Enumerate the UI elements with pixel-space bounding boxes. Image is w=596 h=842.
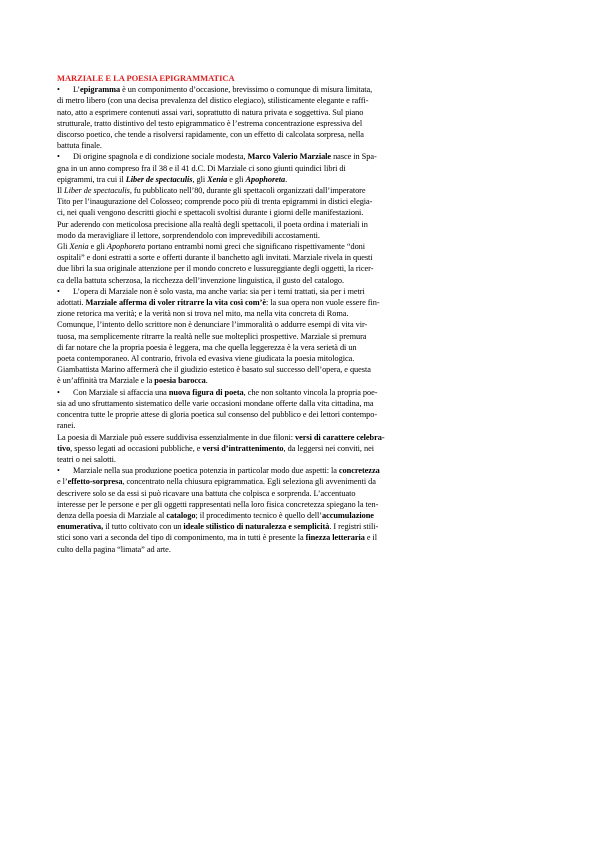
text-line xyxy=(57,118,543,129)
emphasis-text: Liber de spectaculis xyxy=(64,186,130,196)
text-segment: . I registri stili- xyxy=(329,522,379,532)
text-segment: portano entrambi nomi greci che significano rispettivamente “doni xyxy=(145,242,366,252)
document-body xyxy=(57,84,543,555)
emphasis-text: effetto-sorpresa xyxy=(67,477,123,487)
text-segment: culto della pagina “limata” ad arte. xyxy=(57,544,171,554)
text-segment: denza della poesia di Marziale al xyxy=(57,510,167,520)
bullet-icon: • xyxy=(57,152,60,162)
emphasis-text: Apophoreta xyxy=(245,174,286,184)
text-segment: nato, atto a esprimere contenuti assai vari, soprattutto di natura privata e soggettiva. Sul piano xyxy=(57,107,364,117)
text-segment: tuosa, ma semplicemente ritrarre la realtà nelle sue molteplici prospettive. Marziale si premura xyxy=(57,331,367,341)
text-segment: e il xyxy=(364,533,378,543)
text-segment: discorso poetico, che tende a risolversi rapidamente, con un effetto di calcolata sorpresa, nella xyxy=(57,130,364,140)
text-segment: ; il procedimento tecnico è quello dell’ xyxy=(195,510,322,520)
text-line xyxy=(57,286,543,297)
bullet-icon: • xyxy=(57,387,60,397)
text-segment: , che non soltanto vincola la propria poe- xyxy=(243,387,378,397)
text-segment: gna in un anno compreso fra il 38 e il 41 d.C. Di Marziale ci sono giunti quindici libri di xyxy=(57,163,346,173)
text-line xyxy=(57,163,543,174)
text-line xyxy=(57,409,543,420)
text-segment: modo da meravigliare il lettore, sorprendendolo con imprevedibili accostamenti. xyxy=(57,230,320,240)
text-segment: zione retorica ma verità; e la verità non si trova nel mito, ma nella vita concreta di Roma. xyxy=(57,309,349,319)
text-line xyxy=(57,443,543,454)
text-segment: di far notare che la propria poesia è leggera, ma che quella leggerezza è la vera serietà di un xyxy=(57,342,357,352)
emphasis-text: Liber de spectaculis xyxy=(125,174,193,184)
text-segment: Tito per l’inaugurazione del Colosseo; comprende poco più di trenta epigrammi in distici elegia- xyxy=(57,197,373,207)
emphasis-text: catalogo xyxy=(166,510,196,520)
text-segment: interesse per le persone e per gli oggetti rappresentati nella loro fisica concretezza spiegano la ten- xyxy=(57,499,379,509)
text-line xyxy=(57,432,543,443)
text-segment: Di origine spagnola e di condizione sociale modesta, xyxy=(73,152,248,162)
text-line xyxy=(57,454,543,465)
emphasis-text: epigramma xyxy=(79,85,121,95)
text-line xyxy=(57,331,543,342)
text-segment: ca della battuta scherzosa, la ricchezza dell’invenzione linguistica, il gusto del catalogo. xyxy=(57,275,345,285)
text-segment: nasce in Spa- xyxy=(331,152,377,162)
text-segment: Comunque, l’intento dello scrittore non è denunciare l’immoralità o addurre esempi di vita vir- xyxy=(57,320,368,330)
text-line xyxy=(57,319,543,330)
text-line xyxy=(57,230,543,241)
text-line xyxy=(57,252,543,263)
text-line xyxy=(57,510,543,521)
text-line xyxy=(57,275,543,286)
text-line xyxy=(57,219,543,230)
text-segment: La poesia di Marziale può essere suddivisa essenzialmente in due filoni: xyxy=(57,432,296,442)
emphasis-text: ideale stilistico di naturalezza e semplicità xyxy=(183,522,330,532)
text-segment: adottati. xyxy=(57,298,86,308)
text-segment: e gli xyxy=(227,174,246,184)
text-line xyxy=(57,263,543,274)
text-segment: battuta finale. xyxy=(57,141,102,151)
text-segment: Gli xyxy=(57,242,70,252)
text-segment: di metro libero (con una decisa prevalenza del distico elegiaco), stilisticamente elegante e raffi- xyxy=(57,96,369,106)
text-line xyxy=(57,465,543,476)
text-segment: è un’affinità tra Marziale e la xyxy=(57,376,155,386)
text-segment: L’ xyxy=(73,85,80,95)
text-line xyxy=(57,488,543,499)
text-segment: . xyxy=(285,174,288,184)
bullet-icon: • xyxy=(57,85,60,95)
emphasis-text: Xenia xyxy=(207,174,228,184)
text-segment: epigrammi, tra cui il xyxy=(57,174,126,184)
bullet-icon: • xyxy=(57,466,60,476)
text-segment: strutturale, tratto distintivo del testo epigrammatico è l’estrema concentrazione espressiva del xyxy=(57,118,363,128)
text-segment: sia ad uno sfruttamento sistematico delle varie occasioni mondane offerte dalla vita cittadina, ma xyxy=(57,398,374,408)
text-segment: , fu pubblicato nell’80, durante gli spettacoli organizzati dall’imperatore xyxy=(129,186,366,196)
text-segment: : la sua opera non vuole essere fin- xyxy=(265,298,380,308)
emphasis-text: poesia barocca xyxy=(154,376,206,386)
text-segment: il tutto coltivato con un xyxy=(103,522,184,532)
emphasis-text: Marziale afferma di voler ritrarre la vita così com’è xyxy=(85,298,266,308)
text-segment: è un componimento d’occasione, brevissimo o comunque di misura limitata, xyxy=(120,85,373,95)
text-line xyxy=(57,364,543,375)
text-segment: ranei. xyxy=(57,421,76,431)
text-segment: ospitali” e doni estratti a sorte e offerti durante il banchetto agli invitati. Marziale rivela in questi xyxy=(57,253,373,263)
text-segment: due libri la sua originale attenzione per il mondo concreto e lussureggiante degli oggetti, la ricer- xyxy=(57,264,374,274)
text-line xyxy=(57,499,543,510)
text-segment: e gli xyxy=(88,242,107,252)
emphasis-text: Xenia xyxy=(69,242,89,252)
text-line xyxy=(57,375,543,386)
text-line xyxy=(57,342,543,353)
emphasis-text: versi di carattere celebra- xyxy=(295,432,385,442)
text-segment: Con Marziale si affaccia una xyxy=(73,387,169,397)
emphasis-text: enumerativa, xyxy=(57,522,104,532)
text-segment: stici sono vari a seconda del tipo di componimento, ma in tutti è presente la xyxy=(57,533,306,543)
text-segment: concentra tutte le proprie attese di gloria poetica sul consenso del pubblico e dei lettori contempo- xyxy=(57,410,378,420)
text-line xyxy=(57,308,543,319)
text-line xyxy=(57,196,543,207)
text-line xyxy=(57,84,543,95)
emphasis-text: accumulazione xyxy=(322,510,374,520)
bullet-icon: • xyxy=(57,286,60,296)
text-line xyxy=(57,353,543,364)
document-page xyxy=(57,73,543,555)
text-line xyxy=(57,398,543,409)
emphasis-text: concretezza xyxy=(338,466,380,476)
text-segment: Giambattista Marino affermerà che il giudizio estetico è basato sul successo dell’opera, e questa xyxy=(57,365,371,375)
text-line xyxy=(57,107,543,118)
text-line xyxy=(57,95,543,106)
text-line xyxy=(57,140,543,151)
text-line xyxy=(57,185,543,196)
text-line xyxy=(57,420,543,431)
text-line xyxy=(57,241,543,252)
emphasis-text: finezza letteraria xyxy=(305,533,365,543)
emphasis-text: nuova figura di poeta xyxy=(168,387,244,397)
emphasis-text: Apophoreta xyxy=(106,242,146,252)
emphasis-text: tivo xyxy=(57,443,71,453)
text-segment: L’opera di Marziale non è solo vasta, ma anche varia: sia per i temi trattati, sia per i metri xyxy=(73,286,365,296)
text-segment: , spesso legati ad occasioni pubbliche, e xyxy=(70,443,203,453)
text-line xyxy=(57,532,543,543)
document-title: MARZIALE E LA POESIA EPIGRAMMATICA xyxy=(57,73,235,83)
text-segment: , concentrato nella chiusura epigrammatica. Egli seleziona gli avvenimenti da xyxy=(122,477,376,487)
text-line xyxy=(57,387,543,398)
text-line xyxy=(57,544,543,555)
text-segment: , gli xyxy=(192,174,208,184)
emphasis-text: versi d’intrattenimento xyxy=(202,443,284,453)
text-segment: Marziale nella sua produzione poetica potenzia in particolar modo due aspetti: la xyxy=(73,466,339,476)
text-segment: poeta contemporaneo. Al contrario, frivola ed evasiva viene giudicata la poesia mitologica. xyxy=(57,354,355,364)
text-line xyxy=(57,129,543,140)
text-segment: Pur aderendo con meticolosa precisione alla realtà degli spettacoli, il poeta ordina i materiali in xyxy=(57,219,368,229)
text-segment: . xyxy=(205,376,208,386)
text-line xyxy=(57,297,543,308)
text-line xyxy=(57,151,543,162)
text-segment: teatri o nei salotti. xyxy=(57,454,116,464)
text-line xyxy=(57,207,543,218)
text-segment: Il xyxy=(57,186,64,196)
text-line xyxy=(57,476,543,487)
text-segment: ci, nei quali vengono descritti giochi e spettacoli svoltisi durante i giorni delle manifestazioni. xyxy=(57,208,364,218)
text-segment: , da leggersi nei conviti, nei xyxy=(283,443,374,453)
text-segment: e l’ xyxy=(57,477,68,487)
text-line xyxy=(57,174,543,185)
text-segment: descrivere solo se da essi si può ricavare una battuta che colpisca e sorprenda. L’accentuato xyxy=(57,488,356,498)
text-line xyxy=(57,521,543,532)
emphasis-text: Marco Valerio Marziale xyxy=(247,152,332,162)
